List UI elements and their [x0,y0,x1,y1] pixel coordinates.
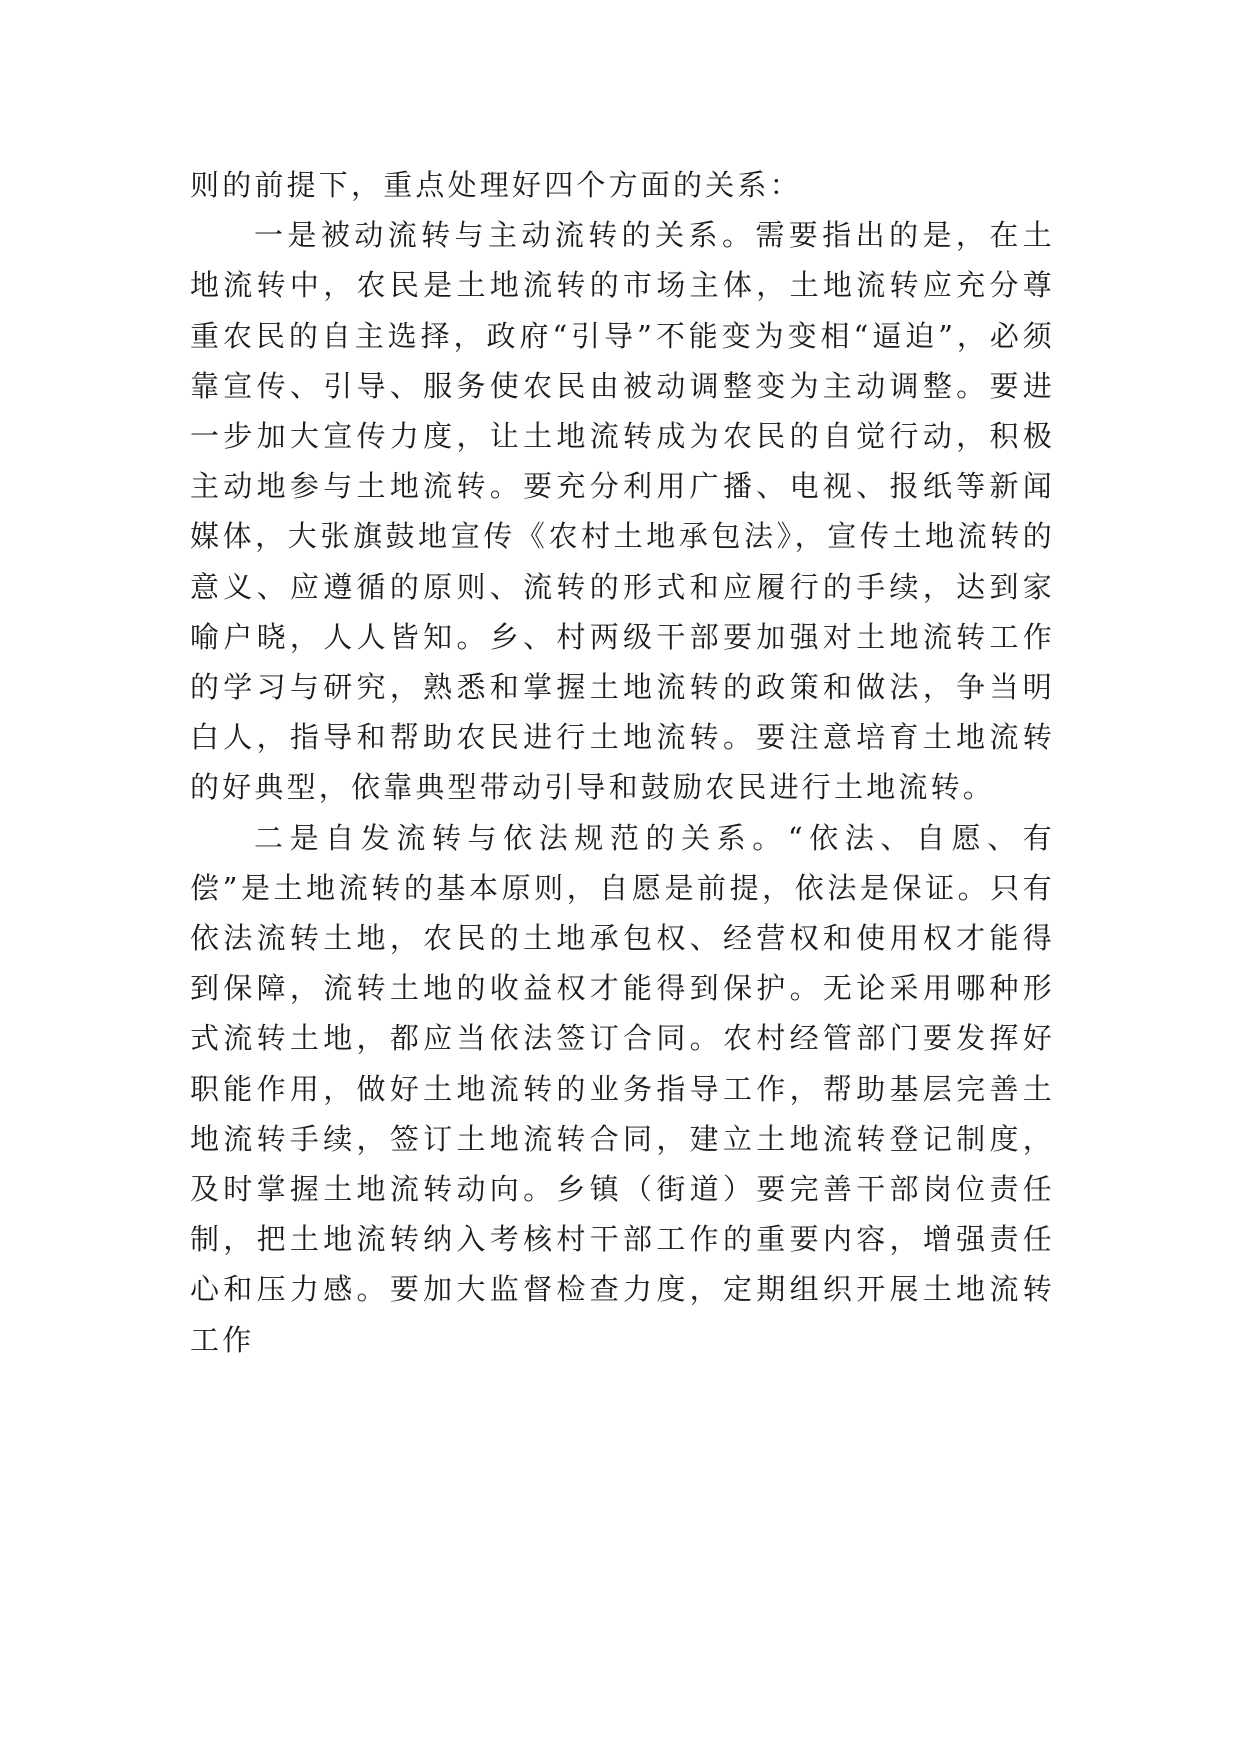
paragraph-passive-vs-active-transfer: 一是被动流转与主动流转的关系。需要指出的是，在土地流转中，农民是土地流转的市场主体，土地流转应充分尊重农民的自主选择，政府“引导”不能变为变相“逼迫”，必须靠宣传、引导、服务使农民由被动调整变为主动调整。要进一步加大宣传力度，让土地流转成为农民的自觉行动，积极主动地参与土地流转。要充分利用广播、电视、报纸等新闻媒体，大张旗鼓地宣传《农村土地承包法》，宣传土地流转的意义、应遵循的原则、流转的形式和应履行的手续，达到家喻户晓，人人皆知。乡、村两级干部要加强对土地流转工作的学习与研究，熟悉和掌握土地流转的政策和做法，争当明白人，指导和帮助农民进行土地流转。要注意培育土地流转的好典型，依靠典型带动引导和鼓励农民进行土地流转。 [190,218,1055,805]
document-body [190,160,1055,1365]
paragraph-continuation: 则的前提下，重点处理好四个方面的关系： [190,168,802,202]
paragraph-spontaneous-vs-legal-transfer: 二是自发流转与依法规范的关系。“依法、自愿、有偿”是土地流转的基本原则，自愿是前提，依法是保证。只有依法流转土地，农民的土地承包权、经营权和使用权才能得到保障，流转土地的收益权才能得到保护。无论采用哪种形式流转土地，都应当依法签订合同。农村经管部门要发挥好职能作用，做好土地流转的业务指导工作，帮助基层完善土地流转手续，签订土地流转合同，建立土地流转登记制度，及时掌握土地流转动向。乡镇（街道）要完善干部岗位责任制，把土地流转纳入考核村干部工作的重要内容，增强责任心和压力感。要加大监督检查力度，定期组织开展土地流转工作 [190,820,1055,1357]
